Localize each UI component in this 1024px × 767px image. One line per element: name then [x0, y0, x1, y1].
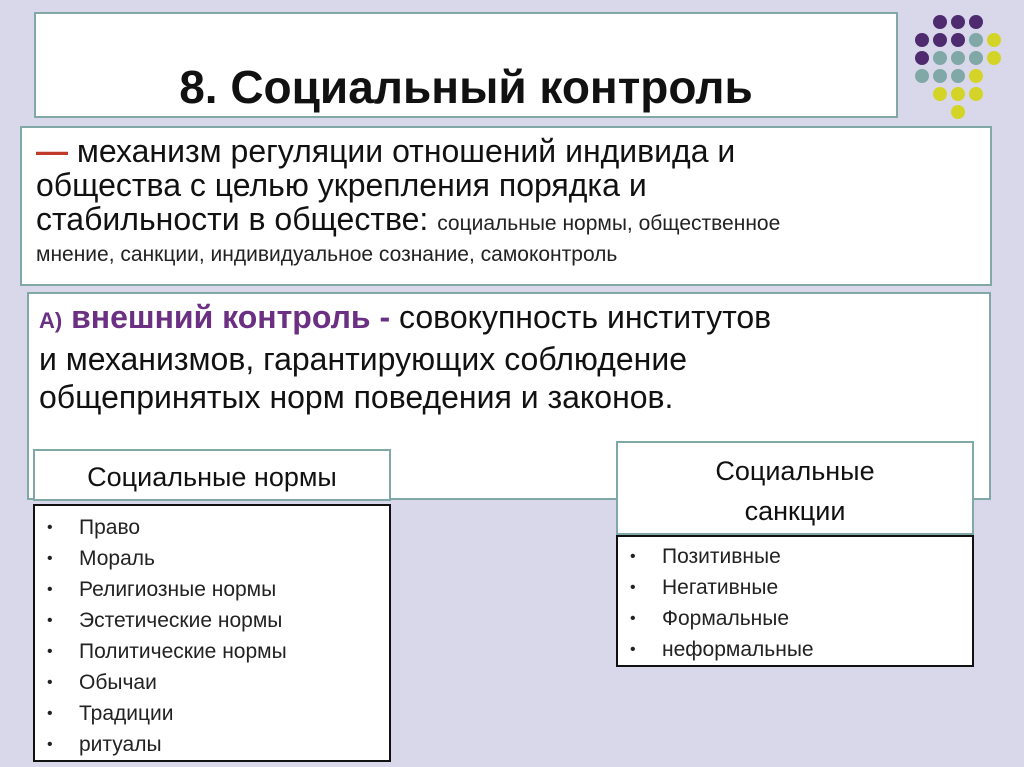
definition-line-2: общества с целью укрепления порядка и [36, 167, 647, 203]
list-item: • Эстетические нормы [35, 605, 389, 636]
decorative-dot [915, 33, 929, 47]
decorative-dot [951, 15, 965, 29]
norms-header: Социальные нормы [33, 449, 391, 501]
sanctions-header-line-2: санкции [744, 496, 846, 526]
decorative-dot [969, 69, 983, 83]
list-item: • Негативные [618, 572, 972, 603]
list-item: • Политические нормы [35, 636, 389, 667]
definition-box [20, 126, 992, 286]
list-item: • Традиции [35, 698, 389, 729]
definition-text-3: стабильности в обществе: [36, 201, 438, 237]
decorative-dot [933, 33, 947, 47]
external-line-2: и механизмов, гарантирующих соблюдение [39, 341, 688, 377]
decorative-dot [987, 51, 1001, 65]
list-item: • Формальные [618, 603, 972, 634]
title-box [34, 12, 898, 118]
decorative-dots-icon [914, 14, 1014, 124]
decorative-dot [915, 69, 929, 83]
page-title: 8. Социальный контроль [179, 61, 753, 113]
decorative-dot [933, 51, 947, 65]
decorative-dot [951, 87, 965, 101]
decorative-dot [987, 33, 1001, 47]
list-item: • Право [35, 512, 389, 543]
external-text-1: совокупность институтов [390, 299, 772, 335]
definition-text-1: механизм регуляции отношений индивида и [68, 133, 736, 169]
definition-dash: — [36, 133, 68, 169]
decorative-dot [951, 51, 965, 65]
definition-small-b: мнение, санкции, индивидуальное сознание, самоконтроль [36, 243, 618, 266]
sanctions-list [616, 535, 974, 667]
decorative-dot [969, 87, 983, 101]
sanctions-header [616, 441, 974, 535]
definition-line-3 [36, 202, 976, 241]
decorative-dot [951, 69, 965, 83]
list-item: • Мораль [35, 543, 389, 574]
external-label: А) [39, 308, 63, 333]
decorative-dot [969, 51, 983, 65]
definition-line-1 [36, 134, 976, 168]
decorative-dot [951, 33, 965, 47]
list-item: • Религиозные нормы [35, 574, 389, 605]
definition-small-a: социальные нормы, общественное [437, 212, 781, 235]
decorative-dot [933, 15, 947, 29]
list-item: • неформальные [618, 634, 972, 665]
external-term: внешний контроль - [71, 299, 391, 335]
decorative-dot [915, 51, 929, 65]
external-line-3: общепринятых норм поведения и законов. [39, 379, 674, 415]
decorative-dot [933, 69, 947, 83]
decorative-dot [969, 33, 983, 47]
decorative-dot [969, 15, 983, 29]
norms-list [33, 504, 391, 762]
external-line-1 [39, 298, 979, 340]
decorative-dot [951, 105, 965, 119]
list-item: • Обычаи [35, 667, 389, 698]
decorative-dot [933, 87, 947, 101]
list-item: • ритуалы [35, 729, 389, 760]
list-item: • Позитивные [618, 541, 972, 572]
sanctions-header-line-1: Социальные [715, 456, 875, 486]
dot-grid [915, 15, 1001, 119]
